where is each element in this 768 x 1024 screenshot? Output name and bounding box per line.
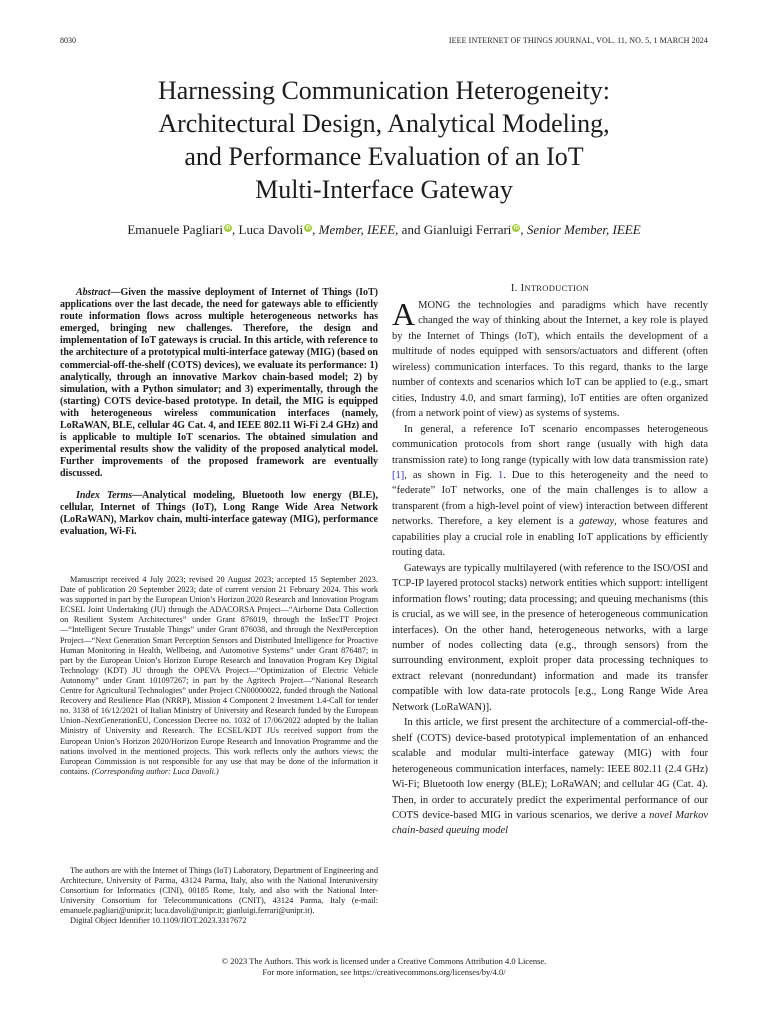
index-terms-lead: Index Terms [76, 489, 133, 501]
author-name: Luca Davoli [238, 222, 304, 237]
manuscript-footnote [60, 575, 378, 777]
paper-title [60, 74, 708, 206]
license-line: © 2023 The Authors. This work is licensed under a Creative Commons Attribution 4.0 License. [221, 956, 547, 966]
index-terms-text: —Analytical modeling, Bluetooth low energy (BLE), cellular, Internet of Things (IoT), Long Range Wide Area Network (LoRaWAN), Markov chain, multi-interface gateway (MIG), performance evaluation, Wi-Fi. [60, 489, 378, 537]
author-role: Senior Member, IEEE [526, 222, 641, 237]
lead-word: MONG [418, 300, 451, 311]
doi-line[interactable]: Digital Object Identifier 10.1109/JIOT.2023.3317672 [70, 916, 247, 926]
body-paragraph: In this article, we first present the architecture of a commercial-off-the-shelf (COTS) device-based prototypical implementation of an enhanced scalable and modular multi-interface gateway (MIG) with four heterogeneous communication interfaces, namely: IEEE 802.11 (2.4 GHz) Wi-Fi; Bluetooth low energy (BLE); LoRaWAN; and cellular 4G (Cat. 4). Then, in order to accurately predict the experimental performance of our COTS device-based MIG in various scenarios, we derive a novel Markov chain-based queuing model [392, 717, 708, 837]
left-column [60, 287, 378, 538]
orcid-icon[interactable]: iD [305, 225, 311, 231]
orcid-icon[interactable]: iD [513, 225, 519, 231]
title-line: Harnessing Communication Heterogeneity: [157, 76, 610, 105]
running-header [60, 36, 708, 48]
body-paragraph: AMONG the technologies and paradigms which have recently changed the way of thinking about the Internet, a key role is played by the Internet of Things (IoT), which entails the development of a multitude of nodes equipped with sensors/actuators and different (often wireless) communication interfaces. To this regard, thanks to the large number of contexts and scenarios which IoT can be applied to (e.g., smart cities, Industry 4.0, and smart farming), IoT entities are often organized (from a network point of view) as systems of systems. [392, 296, 708, 420]
body-paragraph: Gateways are typically multilayered (with reference to the ISO/OSI and TCP-IP layered protocol stacks) network entities which support: intelligent information flows’ routing; data processing; and queuing mechanisms (this is crucial, as we will see, in the presence of heterogeneous communication interfaces). On the other hand, heterogeneous networks, with a large number of nodes collecting data (e.g., through sensors) from the surrounding environment, exploit proper data processing techniques to extract relevant (nonredundant) information and made its transfer compatible with low data-rate protocols [e.g., Long Range Wide Area Network (LoRaWAN)]. [392, 562, 708, 713]
affiliation-text: The authors are with the Internet of Things (IoT) Laboratory, Department of Engineering and Architecture, University of Parma, 43124 Parma, Italy, also with the National Interuniversity Consortium for Informatics (CINI), 00185 Rome, Italy, and also with the National Inter-University Consortium for Telecommunications (CNIT), 43124 Parma, Italy (e-mail: emanuele.pagliari@unipr.it; luca.davoli@unipr.it; gianluigi.ferrari@unipr.it). [60, 866, 378, 916]
author-role: Member, IEEE [318, 222, 396, 237]
license-notice [60, 956, 708, 978]
body-paragraph: In general, a reference IoT scenario encompasses heterogeneous communication protocols from short range (usually with high data transmission rate) to long range (typically with low data transmission rate) [1], as shown in Fig. 1. Due to this heterogeneity and the need to “federate” IoT networks, one of the main challenges is to allow a transparent (from a high-level point of view) interaction between different networks. Therefore, a key element is a gateway, whose features and capabilities play a crucial role in enabling IoT applications by efficiently routing data. [392, 423, 709, 559]
journal-header: IEEE INTERNET OF THINGS JOURNAL, VOL. 11, NO. 5, 1 MARCH 2024 [448, 36, 708, 45]
author-name: , and Gianluigi Ferrari [395, 222, 512, 237]
footnote-text: Manuscript received 4 July 2023; revised 20 August 2023; accepted 15 September 2023. Date of publication 20 September 2023; date of current version 21 February 2024. This work was supported in part by the European Union’s Horizon 2020 Research and Innovation Program ECSEL Joint Undertaking (JU) through the ADACORSA Project—“Airborne Data Collection on Resilient System Architectures” under Grant 876019, through the InSecTT Project—“Intelligent Secure Trustable Things” under Grant 876038, and through the NextPerception Project—“Next Generation Smart Perception Sensors and Distributed Intelligence for Proactive Human Monitoring in Health, Wellbeing, and Automotive Systems” under Grant 876487; in part by the European Union’s Horizon Europe Research and Innovation Program Key Digital Technology (KDT) JU through the OPEVA Project—“Optimization of Electric Vehicle Autonomy” under Grant 101097267; in part by the Agritech Project—“National Research Centre for Agricultural Technologies” under Project CN00000022, funded through the National Recovery and Resilience Plan (NRRP), Mission 4 Component 2 Investment 1.4-Call for tender no. 3138 of 16/12/2021 of Italian Ministry of University and Research funded by the European Union–NextGenerationEU, Concession Decree no. 1032 of 17/06/2022 adopted by the Italian Ministry of University and Research. The ECSEL/KDT JUs received support from the European Union’s Horizon 2020/Horizon Europe Research and Innovation Programme and the nations involved in the mentioned projects. This work reflects only the authors views; the European Commission is not responsible for any use that may be done of the information it contains. [60, 575, 378, 776]
right-column [392, 283, 708, 839]
abstract [60, 287, 378, 481]
index-terms [60, 490, 378, 538]
citation-link[interactable]: [1] [392, 469, 405, 481]
title-line: and Performance Evaluation of an IoT [184, 142, 584, 171]
orcid-icon[interactable]: iD [225, 225, 231, 231]
figure-link[interactable]: 1 [497, 469, 504, 481]
abstract-lead: Abstract [76, 287, 111, 298]
page-number: 8030 [60, 36, 76, 45]
abstract-text: —Given the massive deployment of Internet of Things (IoT) applications over the last decade, the need for gateways able to efficiently route information flows across multiple heterogeneous networks has emerged, bringing new challenges. Therefore, the design and implementation of IoT gateways is crucial. In this article, with reference to the architecture of a prototypical multi-interface gateway (MIG) (based on commercial-off-the-shelf (COTS) devices), we evaluate its performance: 1) analytically, through an innovative Markov chain-based model; 2) by simulation, with a Python simulator; and 3) experimentally, through the (starting) COTS device-based prototype. In detail, the MIG is equipped with heterogeneous wireless communication interfaces (namely, LoRaWAN, BLE, cellular 4G Cat. 4, and IEEE 802.11 Wi-Fi 2.4 GHz) and is applicable to multiple IoT scenarios. The obtained simulation and experimental results show the validity of the proposed analytical model. Further improvements of the proposed framework are eventually discussed. [60, 287, 378, 480]
drop-cap: A [392, 296, 416, 332]
title-line: Architectural Design, Analytical Modeling, [158, 109, 610, 138]
author-list: Emanuele Pagliari iD , Luca Davoli iD , Member, IEEE, and Gianluigi Ferrari iD , Senior Member, IEEE [127, 222, 641, 237]
license-link[interactable]: For more information, see https://creativecommons.org/licenses/by/4.0/ [262, 967, 506, 977]
section-heading: I. INTRODUCTION [510, 283, 590, 294]
corresponding-author: (Corresponding author: Luca Davoli.) [91, 766, 219, 776]
author-name: Emanuele Pagliari [127, 222, 224, 237]
affiliation-footnote [60, 866, 378, 927]
title-line: Multi-Interface Gateway [255, 175, 513, 204]
